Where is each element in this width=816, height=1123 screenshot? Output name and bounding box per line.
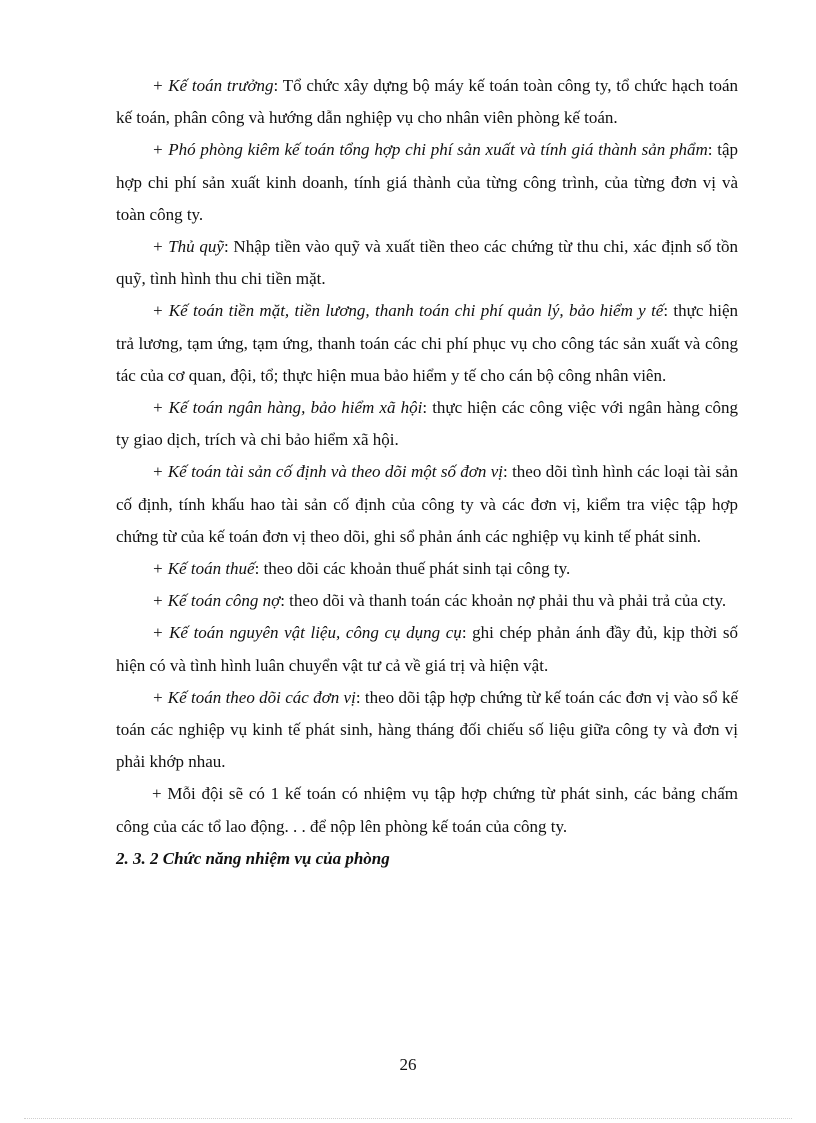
paragraph-text: : theo dõi và thanh toán các khoản nợ phải thu và phải trả của cty. bbox=[280, 591, 727, 611]
page-number: 26 bbox=[399, 1055, 417, 1074]
paragraph-text: : theo dõi các khoản thuế phát sinh tại công ty. bbox=[254, 559, 571, 579]
paragraph-label: + Kế toán trưởng bbox=[152, 76, 274, 95]
paragraph-chief-accountant bbox=[116, 70, 738, 134]
paragraph-label: + Kế toán theo dõi các đơn vị bbox=[152, 687, 356, 707]
paragraph-materials-accountant bbox=[116, 617, 738, 681]
paragraph-debt-accountant bbox=[116, 585, 738, 617]
paragraph-text: + Mỗi đội sẽ có 1 kế toán có nhiệm vụ tập hợp chứng từ phát sinh, các bảng chấm công của các tổ lao động. . . để nộp lên phòng kế toán của công ty. bbox=[116, 784, 738, 836]
page-bottom-divider bbox=[24, 1118, 792, 1119]
paragraph-label: + Thủ quỹ bbox=[152, 237, 224, 257]
paragraph-team-accountant bbox=[116, 778, 738, 842]
paragraph-label: + Kế toán tài sản cố định và theo dõi một số đơn vị bbox=[152, 462, 503, 482]
paragraph-cash-payroll-accountant bbox=[116, 295, 738, 392]
paragraph-deputy-head bbox=[116, 134, 738, 231]
paragraph-text: : Nhập tiền vào quỹ và xuất tiền theo các chứng từ thu chi, xác định số tồn quỹ, tình hình thu chi tiền mặt. bbox=[116, 237, 738, 289]
paragraph-label: + Phó phòng kiêm kế toán tổng hợp chi phí sản xuất và tính giá thành sản phẩm bbox=[152, 140, 708, 160]
paragraph-text: : theo dõi tình hình các loại tài sản cố định, tính khấu hao tài sản cố định của công ty và các đơn vị, kiểm tra việc tập hợp chứng từ của kế toán đơn vị theo dõi, ghi sổ phản ánh các nghiệp vụ kinh tế phát sinh. bbox=[116, 462, 738, 546]
page-content bbox=[116, 70, 738, 875]
paragraph-text: : theo dõi tập hợp chứng từ kế toán các đơn vị vào sổ kế toán các nghiệp vụ kinh tế phát sinh, hàng tháng đối chiếu số liệu giữa công ty và đơn vị phải khớp nhau. bbox=[116, 687, 738, 772]
paragraph-label: + Kế toán thuế bbox=[152, 559, 255, 579]
paragraph-label: + Kế toán tiền mặt, tiền lương, thanh toán chi phí quản lý, bảo hiểm y tế bbox=[152, 301, 664, 321]
paragraph-text: : thực hiện các công việc với ngân hàng công ty giao dịch, trích và chi bảo hiểm xã hội. bbox=[116, 398, 738, 450]
paragraph-tax-accountant bbox=[116, 553, 738, 585]
paragraph-label: + Kế toán công nợ bbox=[152, 591, 281, 611]
paragraph-label: + Kế toán ngân hàng, bảo hiểm xã hội bbox=[152, 398, 423, 418]
paragraph-units-accountant bbox=[116, 682, 738, 779]
paragraph-fixed-asset-accountant bbox=[116, 456, 738, 553]
section-heading: 2. 3. 2 Chức năng nhiệm vụ của phòng bbox=[116, 848, 390, 868]
paragraph-label: + Kế toán nguyên vật liệu, công cụ dụng cụ bbox=[152, 623, 462, 643]
paragraph-text: : thực hiện trả lương, tạm ứng, tạm ứng, thanh toán các chi phí phục vụ cho công tác sản xuất và công tác của cơ quan, đội, tổ; thực hiện mua bảo hiểm y tế cho cán bộ công nhân viên. bbox=[116, 301, 738, 385]
paragraph-text: : tập hợp chi phí sản xuất kinh doanh, tính giá thành của từng công trình, của từng đơn vị và toàn công ty. bbox=[116, 140, 739, 224]
paragraph-text: : Tổ chức xây dựng bộ máy kế toán toàn công ty, tổ chức hạch toán kế toán, phân công và hướng dẫn nghiệp vụ cho nhân viên phòng kế toán. bbox=[116, 76, 738, 128]
paragraph-text: : ghi chép phản ánh đầy đủ, kịp thời số hiện có và tình hình luân chuyển vật tư cả về giá trị và hiện vật. bbox=[116, 623, 738, 675]
paragraph-cashier bbox=[116, 231, 738, 295]
paragraph-bank-accountant bbox=[116, 392, 738, 456]
